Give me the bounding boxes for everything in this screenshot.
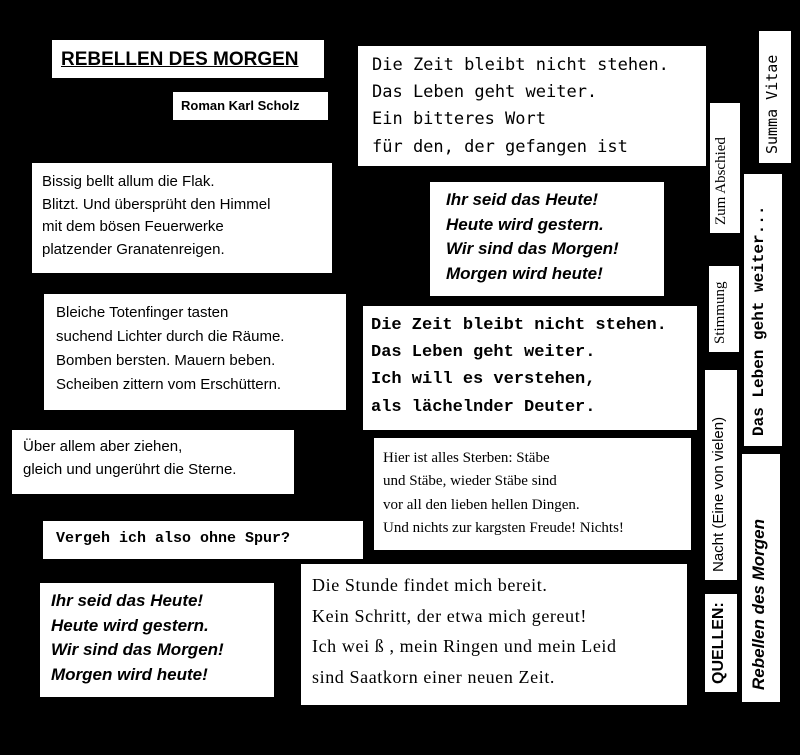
- poem-line: Blitzt. Und übersprüht den Himmel: [42, 195, 271, 213]
- poem-line: Das Leben geht weiter.: [371, 343, 596, 363]
- poem-line: Über allem aber ziehen,: [23, 438, 183, 455]
- vertical-das-leben: [744, 174, 782, 446]
- poem-line: Die Zeit bleibt nicht stehen.: [372, 55, 669, 75]
- poem-line: Und nichts zur kargsten Freude! Nichts!: [383, 519, 624, 536]
- poem-line: Heute wird gestern.: [446, 214, 604, 234]
- poem-line: Bleiche Totenfinger tasten: [56, 304, 229, 321]
- vertical-quellen: [705, 594, 737, 692]
- poem-line: gleich und ungerührt die Sterne.: [23, 460, 237, 478]
- question-strip: [43, 521, 363, 559]
- poem-line: Ich wei ß , mein Ringen und mein Leid: [312, 636, 617, 657]
- poem-line: Die Zeit bleibt nicht stehen.: [371, 316, 667, 335]
- vertical-rebellen: [742, 454, 780, 702]
- poem-line: sind Saatkorn einer neuen Zeit.: [312, 666, 556, 687]
- poem-line: und Stäbe, wieder Stäbe sind: [383, 473, 557, 490]
- poem-flak: [32, 163, 332, 273]
- poem-totenfinger: [44, 294, 346, 410]
- vertical-text: Rebellen des Morgen: [749, 519, 768, 690]
- poem-zeit-deuter: [363, 306, 697, 430]
- poem-line: Scheiben zittern vom Erschüttern.: [56, 376, 282, 393]
- poem-line: Wir sind das Morgen!: [51, 640, 224, 660]
- poem-line: Wir sind das Morgen!: [446, 239, 619, 259]
- poem-line: vor all den lieben hellen Dingen.: [383, 496, 580, 513]
- poem-line: Hier ist alles Sterben: Stäbe: [383, 450, 550, 466]
- vertical-nacht: [705, 370, 737, 580]
- vertical-text: Stimmung: [712, 281, 728, 344]
- poem-sterne: [12, 430, 294, 494]
- poem-heute-left: [40, 583, 274, 697]
- poem-line: platzender Granatenreigen.: [42, 240, 225, 258]
- poem-line: Ich will es verstehen,: [371, 370, 596, 390]
- poem-line: Die Stunde findet mich bereit.: [312, 575, 548, 595]
- poem-line: als lächelnder Deuter.: [371, 397, 596, 417]
- vertical-stimmung: [709, 266, 739, 352]
- author-text: Roman Karl Scholz: [181, 98, 300, 113]
- title-text: REBELLEN DES MORGEN: [61, 49, 299, 70]
- poem-line: Das Leben geht weiter.: [372, 82, 598, 103]
- vertical-text: Nacht (Eine von vielen): [710, 416, 727, 572]
- poem-line: suchend Lichter durch die Räume.: [56, 328, 285, 345]
- poem-zeit-gefangen: [358, 46, 706, 166]
- poem-line: mit dem bösen Feuerwerke: [42, 218, 224, 235]
- poem-line: Ihr seid das Heute!: [446, 190, 599, 209]
- vertical-text: Zum Abschied: [713, 137, 729, 225]
- poem-line: Heute wird gestern.: [51, 615, 209, 635]
- poem-stunde: [301, 564, 687, 705]
- author-label: [173, 92, 328, 120]
- vertical-text: Summa Vitae: [763, 54, 781, 154]
- poem-line: Morgen wird heute!: [51, 664, 208, 684]
- vertical-summa-vitae: [759, 31, 791, 163]
- poem-heute-right: [430, 182, 664, 296]
- poem-line: für den, der gefangen ist: [372, 136, 628, 157]
- poem-line: Bomben bersten. Mauern beben.: [56, 352, 276, 369]
- title-label: [52, 40, 324, 78]
- poem-line: Ihr seid das Heute!: [51, 591, 204, 610]
- vertical-text: Das Leben geht weiter...: [750, 205, 768, 436]
- poem-line: Ein bitteres Wort: [372, 109, 546, 130]
- poem-sterben: [374, 438, 691, 550]
- poem-line: Bissig bellt allum die Flak.: [42, 173, 215, 190]
- poem-line: Morgen wird heute!: [446, 263, 603, 283]
- poem-line: Kein Schritt, der etwa mich gereut!: [312, 605, 587, 626]
- question-text: Vergeh ich also ohne Spur?: [56, 530, 291, 547]
- vertical-zum-abschied: [710, 103, 740, 233]
- vertical-text: QUELLEN:: [710, 602, 727, 684]
